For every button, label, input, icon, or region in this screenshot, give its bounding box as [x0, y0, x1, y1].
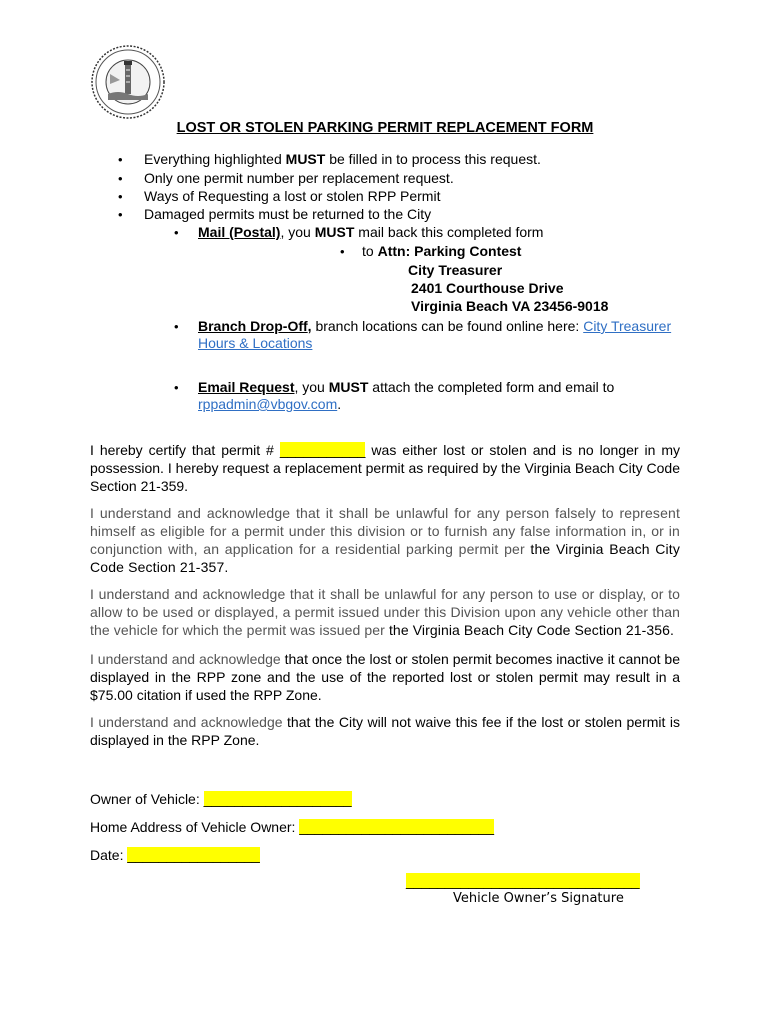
acknowledgement-3: I understand and acknowledge that once the lost or stolen permit becomes inactive it cannot be displayed in the RPP zone and the use of the reported lost or stolen permit may result in a $75.00 citation if used the RPP Zone. [90, 651, 680, 703]
mail-option: • Mail (Postal), you MUST mail back this completed form [174, 224, 544, 240]
city-seal-logo [90, 44, 166, 120]
mail-address-line-3: Virginia Beach VA 23456-9018 [411, 298, 609, 314]
branch-option: • Branch Drop-Off, branch locations can be found online here: City Treasurer [174, 318, 672, 334]
permit-number-field[interactable]: ___________ [279, 442, 366, 458]
mail-attn: • to Attn: Parking Contest [340, 243, 522, 259]
signature-row [406, 872, 640, 890]
email-option: • Email Request, you MUST attach the completed form and email to [174, 379, 615, 395]
bullet-one-permit: • Only one permit number per replacement request. [118, 170, 454, 186]
city-treasurer-link[interactable]: City Treasurer [583, 318, 672, 334]
owner-name-field[interactable]: ___________________ [203, 791, 352, 807]
signature-label: Vehicle Owner’s Signature [453, 891, 624, 906]
date-field[interactable]: _________________ [127, 847, 260, 863]
email-link[interactable]: rppadmin@vbgov.com [198, 396, 338, 412]
mail-address-line-2: 2401 Courthouse Drive [411, 280, 564, 296]
acknowledgement-1: I understand and acknowledge that it shall be unlawful for any person falsely to represent himself as eligible for a permit under this division or to furnish any false information in, or in conjunction with, an application for a residential parking permit per the Virginia Beach City Code Section 21-357. [90, 505, 680, 575]
address-field-row: Home Address of Vehicle Owner: _________________________ [90, 819, 494, 835]
hours-locations-link[interactable]: Hours & Locations [198, 335, 313, 351]
owner-field-row: Owner of Vehicle: ___________________ [90, 791, 352, 807]
form-title: LOST OR STOLEN PARKING PERMIT REPLACEMENT FORM [176, 120, 594, 136]
acknowledgement-4: I understand and acknowledge that the City will not waive this fee if the lost or stolen permit is displayed in the RPP Zone. [90, 714, 680, 748]
bullet-damaged-permits: • Damaged permits must be returned to the City [118, 206, 432, 222]
acknowledgement-2: I understand and acknowledge that it shall be unlawful for any person to use or display, or to allow to be used or displayed, a permit issued under this Division upon any vehicle other than the vehicle for which the permit was issued per the Virginia Beach City Code Section 21-356. [90, 586, 680, 638]
bullet-ways-requesting: • Ways of Requesting a lost or stolen RPP Permit [118, 188, 441, 204]
mail-address-line-1: City Treasurer [408, 262, 503, 278]
certification-paragraph: I hereby certify that permit # ___________ was either lost or stolen and is no longer in my possession. I hereby request a replacement permit as required by the Virginia Beach City Code Section 21-359. [90, 442, 681, 494]
date-field-row: Date: _________________ [90, 847, 260, 863]
signature-field[interactable]: ______________________________ [406, 873, 640, 889]
home-address-field[interactable]: _________________________ [299, 819, 494, 835]
bullet-required-fields: • Everything highlighted MUST be filled in to process this request. [118, 151, 541, 167]
